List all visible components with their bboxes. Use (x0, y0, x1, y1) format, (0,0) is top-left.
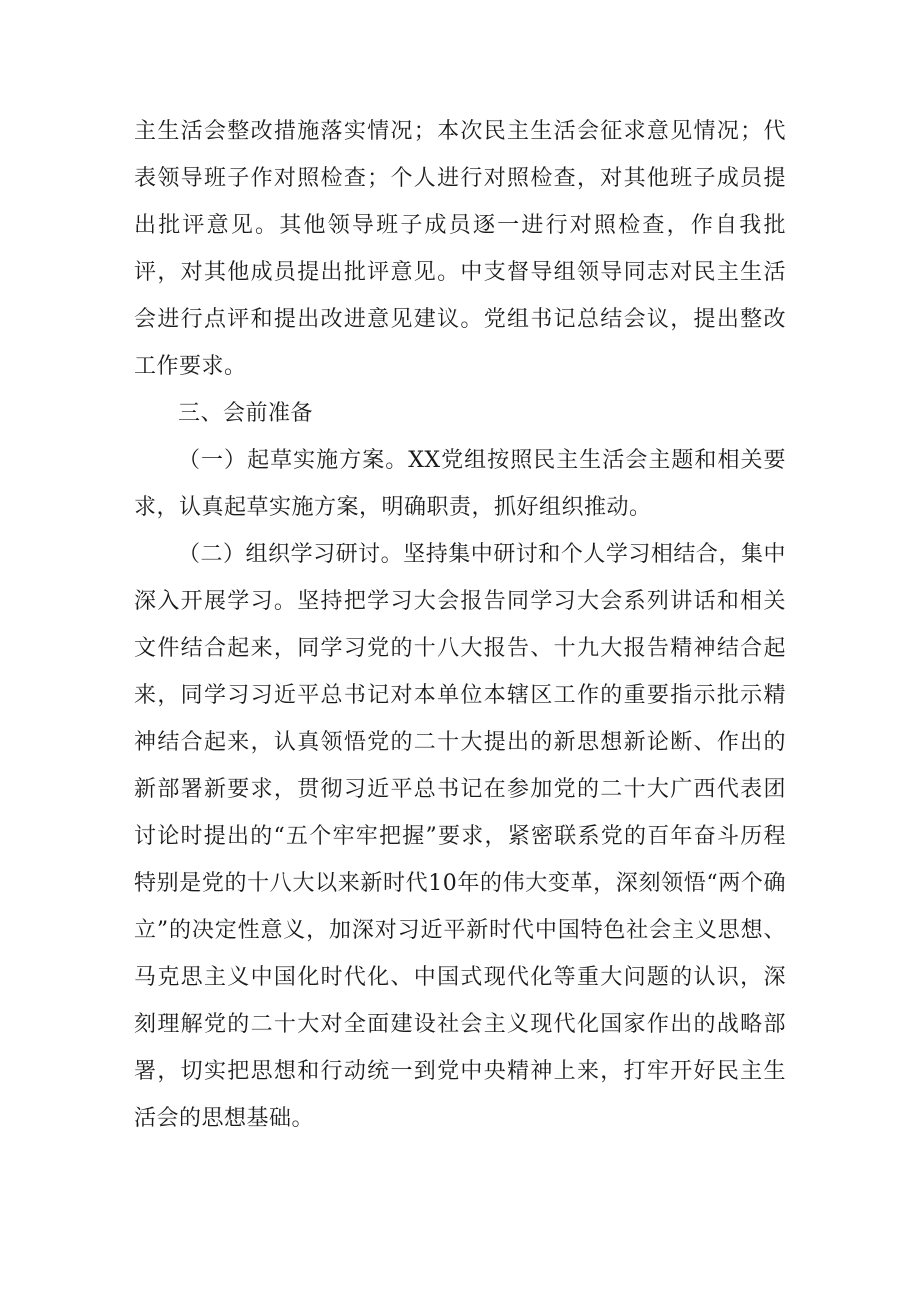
section-heading: 三、会前准备 (178, 401, 314, 426)
paragraph-continuation: 主生活会整改措施落实情况；本次民主生活会征求意见情况；代表领导班子作对照检查；个人进行对照检查，对其他班子成员提出批评意见。其他领导班子成员逐一进行对照检查，作自我批评，对其他成员提出批评意见。中支督导组领导同志对民主生活会进行点评和提出改进意见建议。党组书记总结会议，提出整改工作要求。 (134, 119, 786, 379)
document-body (134, 108, 786, 1142)
paragraph-drafting-plan: （一）起草实施方案。XX党组按照民主生活会主题和相关要求，认真起草实施方案，明确职责，抓好组织推动。 (134, 448, 786, 520)
paragraph-study-discussion: （二）组织学习研讨。坚持集中研讨和个人学习相结合，集中深入开展学习。坚持把学习大会报告同学习大会系列讲话和相关文件结合起来，同学习党的十八大报告、十九大报告精神结合起来，同学习习近平总书记对本单位本辖区工作的重要指示批示精神结合起来，认真领悟党的二十大提出的新思想新论断、作出的新部署新要求，贯彻习近平总书记在参加党的二十大广西代表团讨论时提出的“五个牢牢把握”要求，紧密联系党的百年奋斗历程特别是党的十八大以来新时代10年的伟大变革，深刻领悟“两个确立”的决定性意义，加深对习近平新时代中国特色社会主义思想、马克思主义中国化时代化、中国式现代化等重大问题的认识，深刻理解党的二十大对全面建设社会主义现代化国家作出的战略部署，切实把思想和行动统一到党中央精神上来，打牢开好民主生活会的思想基础。 (134, 542, 786, 1131)
